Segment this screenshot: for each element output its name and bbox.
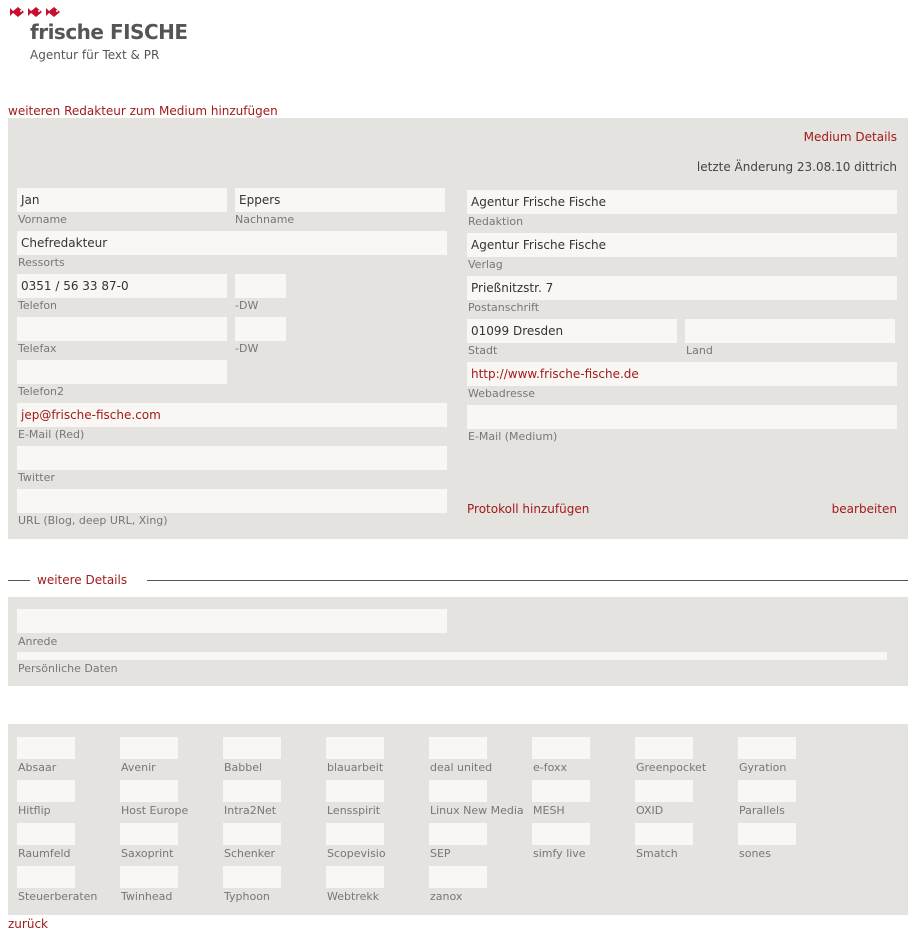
client-label: Babbel [224, 761, 263, 774]
add-editor-link[interactable]: weiteren Redakteur zum Medium hinzufügen [8, 104, 278, 118]
nachname-input[interactable]: Eppers [235, 188, 445, 212]
persoenliche-daten-label: Persönliche Daten [18, 662, 118, 675]
client-checkbox[interactable] [326, 780, 384, 802]
telefax-dw-input[interactable] [235, 317, 286, 341]
postanschrift-label: Postanschrift [468, 301, 540, 314]
url-label: URL (Blog, deep URL, Xing) [18, 514, 168, 527]
client-checkbox[interactable] [532, 823, 590, 845]
client-label: Intra2Net [224, 804, 277, 817]
client-checkbox[interactable] [223, 866, 281, 888]
client-checkbox[interactable] [223, 823, 281, 845]
anrede-input[interactable] [17, 609, 447, 633]
client-label: zanox [430, 890, 463, 903]
client-label: Hitflip [18, 804, 51, 817]
client-label: Avenir [121, 761, 156, 774]
client-label: sones [739, 847, 771, 860]
client-checkbox[interactable] [532, 737, 590, 759]
client-checkbox[interactable] [120, 866, 178, 888]
client-checkbox[interactable] [120, 823, 178, 845]
webadresse-input[interactable]: http://www.frische-fische.de [467, 362, 897, 386]
ressorts-label: Ressorts [18, 256, 65, 269]
client-label: Greenpocket [636, 761, 707, 774]
client-checkbox[interactable] [532, 780, 590, 802]
client-label: SEP [430, 847, 451, 860]
client-checkbox[interactable] [429, 737, 487, 759]
vorname-input[interactable]: Jan [17, 188, 227, 212]
add-protocol-link[interactable]: Protokoll hinzufügen [467, 502, 590, 516]
url-input[interactable] [17, 489, 447, 513]
client-checkbox[interactable] [17, 866, 75, 888]
telefax-input[interactable] [17, 317, 227, 341]
fish-logo-icon [10, 5, 66, 19]
client-label: e-foxx [533, 761, 568, 774]
persoenliche-daten-input[interactable] [17, 652, 887, 660]
stadt-label: Stadt [468, 344, 498, 357]
twitter-label: Twitter [18, 471, 55, 484]
divider-right [147, 580, 908, 581]
client-label: Twinhead [121, 890, 173, 903]
nachname-label: Nachname [235, 213, 295, 226]
client-checkbox[interactable] [738, 737, 796, 759]
client-checkbox[interactable] [17, 823, 75, 845]
client-label: Webtrekk [327, 890, 380, 903]
email-red-input[interactable]: jep@frische-fische.com [17, 403, 447, 427]
client-checkbox[interactable] [120, 737, 178, 759]
client-checkbox[interactable] [326, 866, 384, 888]
client-checkbox[interactable] [738, 823, 796, 845]
edit-link[interactable]: bearbeiten [831, 502, 897, 516]
client-label: Linux New Media [430, 804, 524, 817]
logo-title: frische FISCHE [30, 20, 188, 44]
email-medium-label: E-Mail (Medium) [468, 430, 558, 443]
telefon-dw-input[interactable] [235, 274, 286, 298]
land-input[interactable] [685, 319, 895, 343]
telefax-label: Telefax [18, 342, 57, 355]
client-checkbox[interactable] [17, 780, 75, 802]
email-red-label: E-Mail (Red) [18, 428, 85, 441]
telefon2-input[interactable] [17, 360, 227, 384]
telefon-label: Telefon [18, 299, 58, 312]
client-checkbox[interactable] [635, 823, 693, 845]
client-label: blauarbeit [327, 761, 384, 774]
client-label: Raumfeld [18, 847, 71, 860]
divider-left [8, 580, 30, 581]
client-label: Saxoprint [121, 847, 174, 860]
anrede-label: Anrede [18, 635, 58, 648]
client-label: Schenker [224, 847, 276, 860]
verlag-input[interactable]: Agentur Frische Fische [467, 233, 897, 257]
client-checkbox[interactable] [429, 823, 487, 845]
client-label: Lensspirit [327, 804, 381, 817]
email-medium-input[interactable] [467, 405, 897, 429]
client-label: MESH [533, 804, 565, 817]
telefax-dw-label: -DW [235, 342, 259, 355]
client-label: OXID [636, 804, 664, 817]
client-checkbox[interactable] [120, 780, 178, 802]
client-checkbox[interactable] [635, 780, 693, 802]
medium-details-link[interactable]: Medium Details [803, 130, 897, 144]
client-label: Absaar [18, 761, 57, 774]
ressorts-input[interactable]: Chefredakteur [17, 231, 447, 255]
client-label: simfy live [533, 847, 586, 860]
vorname-label: Vorname [18, 213, 67, 226]
postanschrift-input[interactable]: Prießnitzstr. 7 [467, 276, 897, 300]
client-label: Smatch [636, 847, 678, 860]
client-checkbox[interactable] [223, 780, 281, 802]
client-checkbox[interactable] [17, 737, 75, 759]
client-label: Scopevisio [327, 847, 386, 860]
client-label: Parallels [739, 804, 785, 817]
client-label: deal united [430, 761, 493, 774]
client-label: Typhoon [224, 890, 270, 903]
client-checkbox[interactable] [326, 737, 384, 759]
land-label: Land [686, 344, 713, 357]
client-checkbox[interactable] [429, 866, 487, 888]
client-label: Steuerberaten [18, 890, 98, 903]
twitter-input[interactable] [17, 446, 447, 470]
telefon-dw-label: -DW [235, 299, 259, 312]
client-checkbox[interactable] [223, 737, 281, 759]
redaktion-input[interactable]: Agentur Frische Fische [467, 190, 897, 214]
client-checkbox[interactable] [635, 737, 693, 759]
client-label: Host Europe [121, 804, 189, 817]
logo-subtitle: Agentur für Text & PR [30, 48, 160, 62]
telefon-input[interactable]: 0351 / 56 33 87-0 [17, 274, 227, 298]
last-change-text: letzte Änderung 23.08.10 dittrich [696, 160, 897, 174]
client-checkbox[interactable] [429, 780, 487, 802]
client-checkbox[interactable] [326, 823, 384, 845]
webadresse-label: Webadresse [468, 387, 535, 400]
client-checkbox[interactable] [738, 780, 796, 802]
redaktion-label: Redaktion [468, 215, 524, 228]
back-link[interactable]: zurück [8, 917, 48, 931]
telefon2-label: Telefon2 [18, 385, 65, 398]
verlag-label: Verlag [468, 258, 503, 271]
stadt-input[interactable]: 01099 Dresden [467, 319, 677, 343]
client-label: Gyration [739, 761, 787, 774]
weitere-details-toggle[interactable]: weitere Details [37, 573, 128, 587]
